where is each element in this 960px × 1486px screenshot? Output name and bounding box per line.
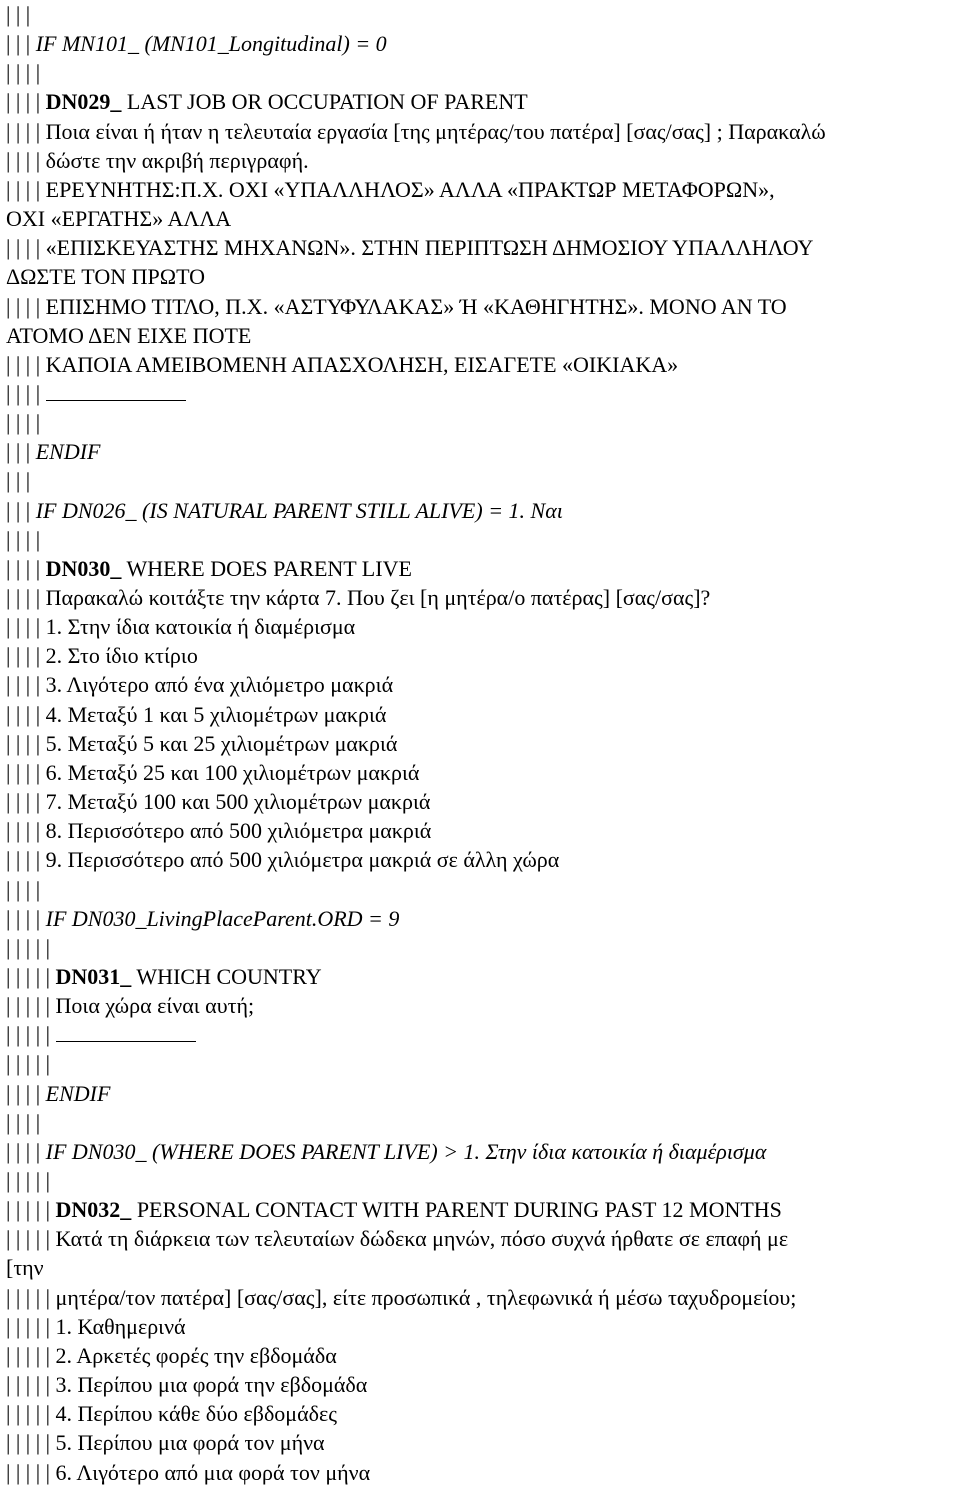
indent-markers: | | | | | [6, 1313, 56, 1339]
document-line [6, 964, 956, 990]
document-line [6, 789, 956, 815]
document-line [6, 1372, 956, 1398]
document-line [6, 294, 956, 320]
line-text: 3. Λιγότερο από ένα χιλιόμετρο μακριά [45, 672, 394, 698]
document-line [6, 1460, 956, 1486]
line-text: 8. Περισσότερο από 500 χιλιόμετρα μακριά [45, 818, 432, 844]
document-line [6, 672, 956, 698]
indent-markers: | | | | [6, 380, 46, 406]
indent-markers: | | | | [6, 643, 46, 669]
line-text: 4. Περίπου κάθε δύο εβδομάδες [55, 1401, 337, 1427]
indent-markers: | | | | [6, 701, 46, 727]
document-line [6, 1285, 956, 1311]
indent-markers: | | | [6, 31, 36, 57]
document-line [6, 702, 956, 728]
document-line [6, 264, 956, 290]
document-line [6, 89, 956, 115]
indent-markers: | | | | | [6, 963, 56, 989]
indent-markers: | | | | [6, 672, 46, 698]
line-text: 2. Στο ίδιο κτίριο [45, 643, 198, 669]
indent-markers: | | | | | [6, 1284, 56, 1310]
routing-condition: ENDIF [35, 439, 101, 465]
document-line [6, 410, 956, 436]
indent-markers: | | | | [6, 555, 46, 581]
line-text: ΑΤΟΜΟ ΔΕΝ ΕΙΧΕ ΠΟΤΕ [6, 322, 252, 348]
indent-markers: | | | | | [6, 1342, 56, 1368]
indent-markers: | | | | | [6, 1430, 56, 1456]
document-line [6, 148, 956, 174]
document-line [6, 119, 956, 145]
document-line [6, 935, 956, 961]
line-text: Ποια χώρα είναι αυτή; [55, 993, 255, 1019]
document-line [6, 847, 956, 873]
indent-markers: | | | [6, 468, 36, 494]
line-text: ΟΧΙ «ΕΡΓΑΤΗΣ» ΑΛΛΑ [6, 206, 232, 232]
document-line [6, 1051, 956, 1077]
routing-condition: IF DN030_ (WHERE DOES PARENT LIVE) > 1. Στην ίδια κατοικία ή διαμέρισμα [45, 1138, 767, 1164]
indent-markers: | | | | [6, 235, 46, 261]
document-line [6, 760, 956, 786]
document-line [6, 1343, 956, 1369]
document-line [6, 498, 956, 524]
document-line [6, 1401, 956, 1427]
indent-markers: | | | | | [6, 1372, 56, 1398]
document-line [6, 993, 956, 1019]
indent-markers: | | | | [6, 759, 46, 785]
document-line [6, 877, 956, 903]
line-text: WHICH COUNTRY [131, 963, 322, 989]
indent-markers: | | | | [6, 614, 46, 640]
line-text: δώστε την ακριβή περιγραφή. [45, 147, 309, 173]
document-line [6, 206, 956, 232]
indent-markers: | | | | | [6, 1401, 56, 1427]
indent-markers: | | | | | [6, 1051, 56, 1077]
indent-markers: | | | | [6, 147, 46, 173]
document-line [6, 323, 956, 349]
document-line [6, 1314, 956, 1340]
document-line [6, 468, 956, 494]
line-text: LAST JOB OR OCCUPATION OF PARENT [121, 89, 528, 115]
indent-markers: | | | | [6, 410, 46, 436]
document-line [6, 585, 956, 611]
line-text: 1. Καθημερινά [55, 1313, 186, 1339]
line-text: ΚΑΠΟΙΑ ΑΜΕΙΒΟΜΕΝΗ ΑΠΑΣΧΟΛΗΣΗ, ΕΙΣΑΓΕΤΕ «ΟΙΚΙΑΚΑ» [45, 351, 679, 377]
indent-markers: | | | | [6, 1109, 46, 1135]
document-line [6, 1197, 956, 1223]
line-text: Παρακαλώ κοιτάξτε την κάρτα 7. Που ζει [η μητέρα/ο πατέρας] [σας/σας]? [45, 585, 711, 610]
document-line [6, 235, 956, 261]
line-text: 1. Στην ίδια κατοικία ή διαμέρισμα [45, 614, 356, 640]
indent-markers: | | | | [6, 60, 46, 86]
document-line [6, 1139, 956, 1165]
document-line [6, 381, 956, 407]
line-text: 5. Περίπου μια φορά τον μήνα [55, 1430, 325, 1456]
line-text: 3. Περίπου μια φορά την εβδομάδα [55, 1372, 368, 1398]
document-line [6, 1081, 956, 1107]
document-line [6, 31, 956, 57]
routing-condition: IF MN101_ (MN101_Longitudinal) = 0 [35, 31, 387, 57]
indent-markers: | | | | [6, 1138, 46, 1164]
line-text: WHERE DOES PARENT LIVE [121, 555, 412, 581]
line-text: 5. Μεταξύ 5 και 25 χιλιομέτρων μακριά [45, 730, 398, 756]
document-line [6, 1022, 956, 1048]
line-text: 4. Μεταξύ 1 και 5 χιλιομέτρων μακριά [45, 701, 387, 727]
document-line [6, 1430, 956, 1456]
document-line [6, 60, 956, 86]
line-text: 2. Αρκετές φορές την εβδομάδα [55, 1342, 337, 1368]
indent-markers: | | | | [6, 905, 46, 931]
line-text: ΕΡΕΥΝΗΤΗΣ:Π.Χ. ΟΧΙ «ΥΠΑΛΛΗΛΟΣ» ΑΛΛΑ «ΠΡΑΚΤΩΡ ΜΕΤΑΦΟΡΩΝ», [45, 176, 775, 202]
document-line [6, 1168, 956, 1194]
indent-markers: | | | | | [6, 993, 56, 1019]
line-text: 6. Λιγότερο από μια φορά τον μήνα [55, 1459, 371, 1485]
answer-blank-line [46, 383, 186, 401]
line-text: «ΕΠΙΣΚΕΥΑΣΤΗΣ ΜΗΧΑΝΩΝ». ΣΤΗΝ ΠΕΡΙΠΤΩΣΗ ΔΗΜΟΣΙΟΥ ΥΠΑΛΛΗΛΟΥ [45, 235, 814, 261]
document-line [6, 2, 956, 28]
line-text: ΔΩΣΤΕ ΤΟΝ ΠΡΩΤΟ [6, 264, 205, 290]
document-line [6, 614, 956, 640]
indent-markers: | | | | | [6, 1168, 56, 1193]
document-line [6, 177, 956, 203]
indent-markers: | | | | | [6, 1459, 56, 1485]
indent-markers: | | | [6, 497, 36, 523]
question-code: DN029_ [45, 89, 122, 115]
indent-markers: | | | | [6, 585, 46, 610]
indent-markers: | | | | | [6, 1022, 56, 1048]
line-text: Ποια είναι ή ήταν η τελευταία εργασία [της μητέρας/του πατέρα] [σας/σας] ; Παρακαλώ [45, 118, 826, 144]
indent-markers: | | | | [6, 293, 46, 319]
indent-markers: | | | | [6, 89, 46, 115]
line-text: 6. Μεταξύ 25 και 100 χιλιομέτρων μακριά [45, 759, 420, 785]
indent-markers: | | | | [6, 176, 46, 202]
answer-blank-line [56, 1024, 196, 1042]
document-line [6, 1110, 956, 1136]
indent-markers: | | | | [6, 789, 46, 815]
line-text: μητέρα/τον πατέρα] [σας/σας], είτε προσωπικά , τηλεφωνικά ή μέσω ταχυδρομείου; [55, 1284, 797, 1310]
line-text: Κατά τη διάρκεια των τελευταίων δώδεκα μηνών, πόσο συχνά ήρθατε σε επαφή με [55, 1226, 789, 1252]
indent-markers: | | | [6, 2, 36, 27]
routing-condition: ENDIF [45, 1080, 111, 1106]
line-text: 9. Περισσότερο από 500 χιλιόμετρα μακριά σε άλλη χώρα [45, 847, 560, 873]
indent-markers: | | | | [6, 1080, 46, 1106]
question-code: DN031_ [55, 963, 132, 989]
indent-markers: | | | | | [6, 1226, 56, 1252]
indent-markers: | | | | [6, 876, 46, 902]
indent-markers: | | | | [6, 118, 46, 144]
document-line [6, 731, 956, 757]
question-code: DN032_ [55, 1197, 132, 1223]
document-line [6, 1226, 956, 1252]
document-line [6, 643, 956, 669]
indent-markers: | | | [6, 439, 36, 465]
line-text: [την [6, 1255, 44, 1281]
document-line [6, 352, 956, 378]
indent-markers: | | | | [6, 730, 46, 756]
document-line [6, 439, 956, 465]
indent-markers: | | | | [6, 351, 46, 377]
indent-markers: | | | | [6, 818, 46, 844]
document-line [6, 818, 956, 844]
document-line [6, 906, 956, 932]
indent-markers: | | | | | [6, 934, 56, 960]
document-line [6, 556, 956, 582]
line-text: PERSONAL CONTACT WITH PARENT DURING PAST 12 MONTHS [131, 1197, 782, 1223]
indent-markers: | | | | | [6, 1197, 56, 1223]
routing-condition: IF DN030_LivingPlaceParent.ORD = 9 [45, 905, 400, 931]
line-text: ΕΠΙΣΗΜΟ ΤΙΤΛΟ, Π.Χ. «ΑΣΤΥΦΥΛΑΚΑΣ» Ή «ΚΑΘΗΓΗΤΗΣ». ΜΟΝΟ ΑΝ ΤΟ [45, 293, 787, 319]
routing-condition: IF DN026_ (IS NATURAL PARENT STILL ALIVE) = 1. Ναι [35, 497, 563, 523]
indent-markers: | | | | [6, 526, 46, 552]
indent-markers: | | | | [6, 847, 46, 873]
document-line [6, 527, 956, 553]
question-code: DN030_ [45, 555, 122, 581]
line-text: 7. Μεταξύ 100 και 500 χιλιομέτρων μακριά [45, 789, 431, 815]
document-line [6, 1255, 956, 1281]
